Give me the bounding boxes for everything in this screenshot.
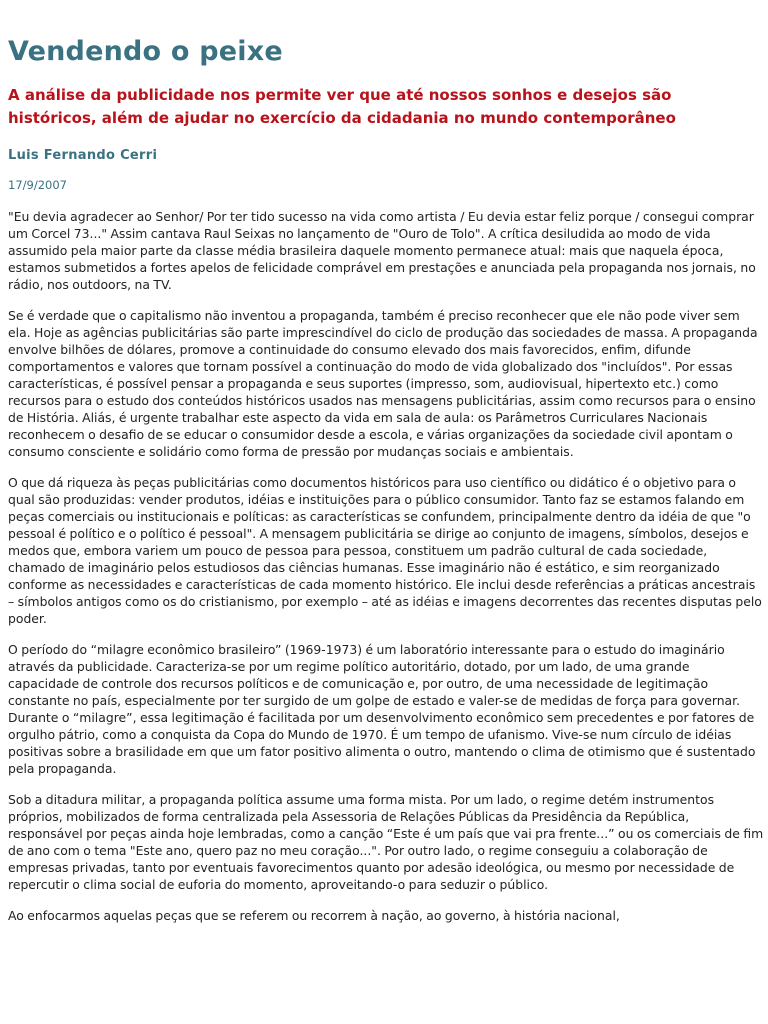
- article-paragraph: O que dá riqueza às peças publicitárias como documentos históricos para uso científico ou didático é o objetivo para o qual são produzidas: vender produtos, idéias e instituições para o público consumidor. Tanto faz se estamos falando em peças comerciais ou institucionais e políticas: as características se confundem, principalmente dentro da idéia de que "o pessoal é político e o político é pessoal". A mensagem publicitária se dirige ao conjunto de imagens, símbolos, desejos e medos que, embora variem um pouco de pessoa para pessoa, constituem um padrão cultural de cada sociedade, chamado de imaginário pelos estudiosos das ciências humanas. Esse imaginário não é estático, e sim reorganizado conforme as necessidades e características de cada momento histórico. Ele inclui desde referências a práticas ancestrais – símbolos antigos como os do cristianismo, por exemplo – até as idéias e imagens decorrentes das recentes disputas pelo poder.: [8, 475, 762, 626]
- article-subtitle: A análise da publicidade nos permite ver que até nossos sonhos e desejos são históricos, além de ajudar no exercício da cidadania no mundo contemporâneo: [8, 86, 676, 127]
- article-paragraph: O período do “milagre econômico brasileiro” (1969-1973) é um laboratório interessante para o estudo do imaginário através da publicidade. Caracteriza-se por um regime político autoritário, dotado, por um lado, de uma grande capacidade de controle dos recursos políticos e de comunicação e, por outro, de uma necessidade de legitimação constante no país, especialmente por ter surgido de um golpe de estado e valer-se de medidas de força para governar. Durante o “milagre”, essa legitimação é facilitada por um desenvolvimento econômico sem precedentes e por fatores de orgulho pátrio, como a conquista da Copa do Mundo de 1970. É um tempo de ufanismo. Vive-se num círculo de idéias positivas sobre a brasilidade em que um fator positivo alimenta o outro, mantendo o clima de otimismo que é sustentado pela propaganda.: [8, 642, 756, 776]
- article-paragraph: Ao enfocarmos aquelas peças que se referem ou recorrem à nação, ao governo, à história nacional,: [8, 908, 620, 923]
- article-title: Vendendo o peixe: [8, 36, 283, 67]
- article-paragraph: Se é verdade que o capitalismo não inventou a propaganda, também é preciso reconhecer que ele não pode viver sem ela. Hoje as agências publicitárias são parte imprescindível do ciclo de produção das sociedades de massa. A propaganda envolve bilhões de dólares, promove a continuidade do consumo elevado dos mais favorecidos, enfim, difunde comportamentos e valores que tornam possível a continuação do modo de vida globalizado dos "incluídos". Por essas características, é possível pensar a propaganda e seus suportes (impresso, som, audiovisual, hipertexto etc.) como recursos para o estudo dos conteúdos históricos usados nas mensagens publicitárias, assim como recursos para o ensino de História. Aliás, é urgente trabalhar este aspecto da vida em sala de aula: os Parâmetros Curriculares Nacionais reconhecem o desafio de se educar o consumidor desde a escola, e várias organizações da sociedade civil apontam o consumo consciente e solidário como forma de pressão por mudanças sociais e ambientais.: [8, 308, 758, 459]
- article-author: Luis Fernando Cerri: [8, 148, 158, 163]
- article-paragraph: "Eu devia agradecer ao Senhor/ Por ter tido sucesso na vida como artista / Eu devia estar feliz porque / consegui comprar um Corcel 73..." Assim cantava Raul Seixas no lançamento de "Ouro de Tolo". A crítica desiludida ao modo de vida assumido pela maior parte da classe média brasileira daquele momento permanece atual: mais que naquela época, estamos submetidos a fortes apelos de felicidade comprável em prestações e anunciada pela propaganda nos jornais, no rádio, nos outdoors, na TV.: [8, 209, 756, 292]
- article-paragraph: Sob a ditadura militar, a propaganda política assume uma forma mista. Por um lado, o regime detém instrumentos próprios, mobilizados de forma centralizada pela Assessoria de Relações Públicas da Presidência da República, responsável por peças ainda hoje lembradas, como a canção “Este é um país que vai pra frente...” ou os comerciais de fim de ano com o tema "Este ano, quero paz no meu coração...". Por outro lado, o regime conseguiu a colaboração de empresas privadas, tanto por eventuais favorecimentos quanto por adesão ideológica, ou mesmo por necessidade de repercutir o clima social de euforia do momento, aproveitando-o para seduzir o público.: [8, 792, 764, 892]
- article: [8, 28, 764, 938]
- article-date: 17/9/2007: [8, 178, 67, 192]
